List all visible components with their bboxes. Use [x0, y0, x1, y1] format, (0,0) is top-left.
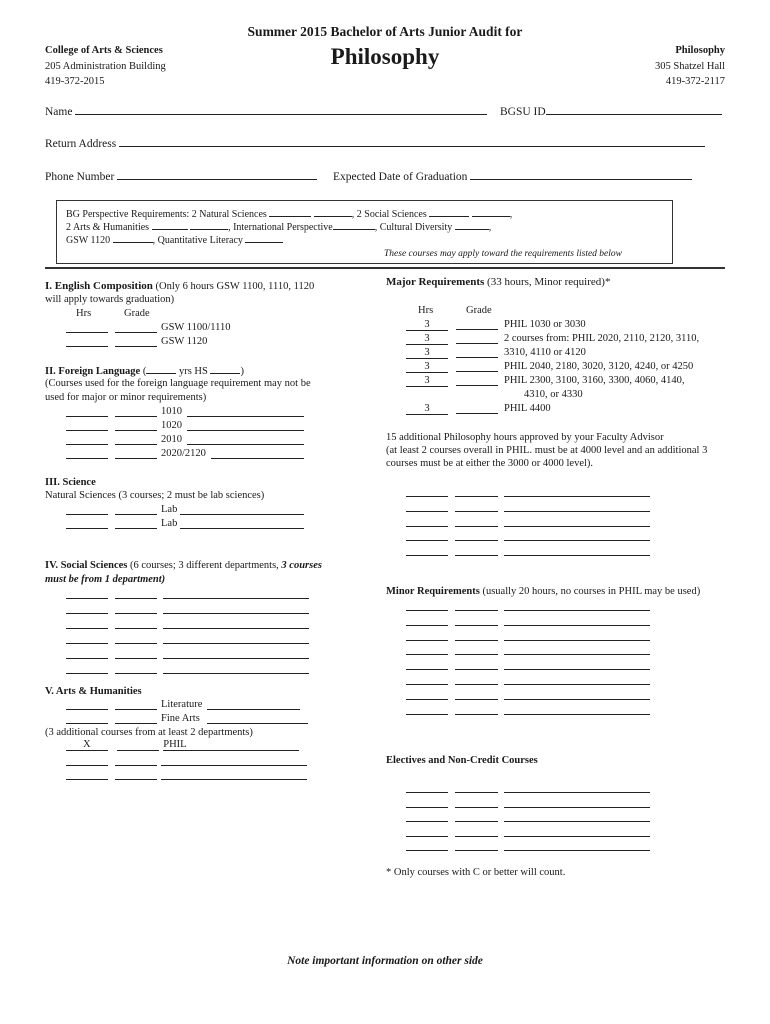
english-note: (Only 6 hours GSW 1100, 1110, 1120 — [155, 281, 315, 292]
major-course-label: PHIL 2040, 2180, 3020, 3120, 4240, or 4250 — [504, 361, 694, 372]
arts-label: Literature — [161, 699, 203, 710]
course-blank[interactable] — [504, 496, 650, 497]
yrs-hs-blank[interactable] — [210, 364, 240, 374]
blank[interactable] — [472, 207, 510, 217]
hrs-blank[interactable] — [66, 709, 108, 710]
arts-note: (3 additional courses from at least 2 departments) — [45, 727, 253, 738]
science-heading: III. Science — [45, 477, 96, 488]
grade-blank[interactable] — [115, 779, 157, 780]
major-grade-label: Grade — [466, 305, 492, 316]
hrs-blank[interactable] — [66, 332, 108, 333]
return-address-input-line[interactable] — [119, 137, 705, 147]
arts-heading: V. Arts & Humanities — [45, 686, 142, 697]
grade-blank[interactable] — [115, 416, 157, 417]
blank[interactable] — [152, 220, 188, 230]
divider — [45, 267, 725, 269]
grade-blank[interactable] — [115, 613, 157, 614]
social-heading-2: must be from 1 department) — [45, 574, 166, 585]
course-label: 2020/2120 — [161, 448, 206, 459]
social-heading — [45, 560, 322, 571]
bg-quant-label: , Quantitative Literacy — [152, 235, 243, 246]
hrs-blank[interactable] — [406, 669, 448, 670]
major-hrs-blank[interactable] — [406, 375, 448, 387]
course-blank[interactable] — [504, 699, 650, 700]
grade-blank[interactable] — [455, 850, 498, 851]
course-blank[interactable] — [504, 792, 650, 793]
grade-blank[interactable] — [455, 555, 498, 556]
hrs-blank[interactable] — [406, 540, 448, 541]
form-title: Summer 2015 Bachelor of Arts Junior Audit for — [247, 24, 523, 39]
major-additional-3: courses must be at either the 3000 or 4000 level). — [386, 458, 594, 469]
course-label: 1010 — [161, 406, 182, 417]
course-blank[interactable] — [504, 555, 650, 556]
hrs-blank[interactable] — [66, 765, 108, 766]
name-input-line[interactable] — [75, 105, 487, 115]
yrs-hs-blank[interactable] — [146, 364, 176, 374]
bgsu-id-input-line[interactable] — [546, 105, 722, 115]
grade-blank[interactable] — [455, 640, 498, 641]
hrs-blank[interactable] — [66, 628, 108, 629]
grade-blank[interactable] — [115, 723, 157, 724]
course-blank[interactable] — [504, 625, 650, 626]
hrs-blank[interactable] — [406, 610, 448, 611]
grade-blank[interactable] — [455, 610, 498, 611]
minor-title: Minor Requirements — [386, 586, 480, 597]
major-hrs-blank[interactable] — [406, 403, 448, 415]
bg-natural-sciences-label: BG Perspective Requirements: 2 Natural Sciences — [66, 209, 267, 220]
english-title: I. English Composition — [45, 280, 153, 292]
blank[interactable] — [245, 233, 283, 243]
grad-date-input-line[interactable] — [470, 170, 692, 180]
major-additional-2: (at least 2 courses overall in PHIL. must be at 4000 level and an additional 3 — [386, 445, 708, 456]
hrs-blank[interactable] — [66, 779, 108, 780]
bg-line-3 — [66, 233, 283, 246]
blank[interactable] — [455, 220, 489, 230]
course-label: GSW 1100/1110 — [161, 322, 231, 333]
bg-line-1 — [66, 207, 512, 220]
course-blank[interactable] — [504, 821, 650, 822]
grade-blank[interactable] — [115, 528, 157, 529]
grade-blank[interactable] — [115, 709, 157, 710]
course-blank[interactable] — [163, 658, 309, 659]
major-note: (33 hours, Minor required)* — [484, 276, 611, 288]
major-additional-1: 15 additional Philosophy hours approved by your Faculty Advisor — [386, 432, 664, 443]
language-note-1: (Courses used for the foreign language requirement may not be — [45, 378, 311, 389]
return-address-field[interactable] — [45, 137, 705, 150]
grade-blank[interactable] — [115, 598, 157, 599]
course-blank[interactable] — [504, 526, 650, 527]
bg-diversity-label: , Cultural Diversity — [374, 222, 453, 233]
hrs-blank[interactable] — [406, 640, 448, 641]
course-blank[interactable] — [504, 610, 650, 611]
hrs-blank[interactable] — [406, 807, 448, 808]
course-blank[interactable] — [504, 669, 650, 670]
major-course-label: 4310, or 4330 — [524, 389, 583, 400]
hrs-blank[interactable] — [66, 723, 108, 724]
major-course-label: PHIL 4400 — [504, 403, 551, 414]
blank[interactable] — [333, 220, 375, 230]
grade-blank[interactable] — [455, 836, 498, 837]
hrs-blank[interactable] — [66, 458, 108, 459]
phone-label: Phone Number — [45, 171, 115, 183]
hrs-blank[interactable] — [406, 555, 448, 556]
course-blank[interactable] — [207, 723, 308, 724]
english-grade-label: Grade — [124, 308, 150, 319]
phone-field[interactable] — [45, 170, 317, 183]
grade-blank[interactable] — [455, 807, 498, 808]
footer-note: Note important information on other side — [287, 955, 483, 967]
grad-date-label: Expected Date of Graduation — [333, 171, 468, 183]
major-hrs-label: Hrs — [418, 305, 434, 316]
major-title: Major Requirements — [386, 276, 485, 288]
blank[interactable] — [314, 207, 352, 217]
hrs-blank[interactable] — [406, 684, 448, 685]
hrs-blank[interactable] — [406, 496, 448, 497]
grad-date-field[interactable] — [333, 170, 692, 183]
english-hrs-label: Hrs — [76, 308, 92, 319]
hrs-blank[interactable] — [66, 514, 108, 515]
grade-blank[interactable] — [115, 658, 157, 659]
hrs-blank[interactable] — [66, 346, 108, 347]
major-hrs-blank[interactable] — [406, 361, 448, 373]
bg-arts-label: 2 Arts & Humanities — [66, 222, 150, 233]
grade-blank[interactable] — [115, 332, 157, 333]
course-blank[interactable] — [504, 511, 650, 512]
hrs-blank[interactable] — [66, 613, 108, 614]
dept-address: 305 Shatzel Hall — [655, 61, 725, 72]
major-hrs-blank[interactable] — [406, 319, 448, 331]
bg-gsw-label: GSW 1120 — [66, 235, 111, 246]
hrs-blank[interactable] — [66, 444, 108, 445]
grade-blank[interactable] — [455, 699, 498, 700]
minor-note: (usually 20 hours, no courses in PHIL may be used) — [479, 586, 701, 597]
grade-blank[interactable] — [115, 765, 157, 766]
major-heading — [386, 276, 610, 288]
major-course-label: PHIL 1030 or 3030 — [504, 319, 586, 330]
hrs-blank[interactable] — [406, 836, 448, 837]
grade-blank[interactable] — [455, 511, 498, 512]
course-blank[interactable] — [504, 850, 650, 851]
course-blank[interactable] — [180, 514, 304, 515]
grade-blank[interactable] — [455, 540, 498, 541]
hrs-blank[interactable] — [406, 511, 448, 512]
course-blank[interactable] — [187, 444, 304, 445]
college-address: 205 Administration Building — [45, 61, 166, 72]
major-course-label: 3310, 4110 or 4120 — [504, 347, 586, 358]
paren: ( — [142, 366, 147, 377]
grade-blank[interactable] — [115, 444, 157, 445]
course-blank[interactable] — [163, 643, 309, 644]
course-blank[interactable] — [163, 628, 309, 629]
science-note: Natural Sciences (3 courses; 2 must be lab sciences) — [45, 490, 265, 501]
blank[interactable] — [269, 207, 311, 217]
minor-heading — [386, 586, 700, 597]
grade-blank[interactable] — [117, 741, 159, 751]
grade-blank[interactable] — [456, 385, 498, 386]
social-note: (6 courses; 3 different departments, — [127, 560, 282, 571]
language-heading — [45, 364, 244, 377]
phil-course-blank[interactable] — [163, 741, 299, 751]
grade-blank[interactable] — [455, 496, 498, 497]
major-hrs-blank[interactable] — [406, 333, 448, 345]
course-blank[interactable] — [163, 613, 309, 614]
hrs-blank[interactable] — [406, 654, 448, 655]
hrs-blank[interactable] — [66, 416, 108, 417]
course-blank[interactable] — [187, 416, 304, 417]
hrs-blank[interactable] — [406, 792, 448, 793]
course-blank[interactable] — [504, 640, 650, 641]
course-blank[interactable] — [504, 540, 650, 541]
grade-blank[interactable] — [455, 821, 498, 822]
grade-blank[interactable] — [455, 526, 498, 527]
social-emphasis: 3 courses — [281, 560, 322, 571]
arts-x-hrs[interactable] — [66, 741, 108, 751]
bg-note: These courses may apply toward the requirements listed below — [384, 249, 622, 259]
major-hrs-blank[interactable] — [406, 347, 448, 359]
course-blank[interactable] — [504, 714, 650, 715]
college-name: College of Arts & Sciences — [45, 45, 163, 56]
grade-blank[interactable] — [115, 673, 157, 674]
course-blank[interactable] — [161, 779, 307, 780]
major-course-label: 2 courses from: PHIL 2020, 2110, 2120, 3110, — [504, 333, 700, 344]
course-label: GSW 1120 — [161, 336, 208, 347]
arts-label: Fine Arts — [161, 713, 200, 724]
course-blank[interactable] — [163, 673, 309, 674]
grade-blank[interactable] — [455, 625, 498, 626]
phone-input-line[interactable] — [117, 170, 317, 180]
grade-blank[interactable] — [455, 684, 498, 685]
course-blank[interactable] — [211, 458, 304, 459]
major-hrs-value: 3 — [424, 333, 430, 344]
grade-blank[interactable] — [115, 430, 157, 431]
course-label: 2010 — [161, 434, 182, 445]
course-blank[interactable] — [161, 765, 307, 766]
course-blank[interactable] — [504, 836, 650, 837]
major-hrs-value: 3 — [424, 319, 430, 330]
language-note-2: used for major or minor requirements) — [45, 392, 207, 403]
x-mark: X — [83, 739, 91, 750]
hrs-blank[interactable] — [66, 430, 108, 431]
grade-blank[interactable] — [115, 458, 157, 459]
major-course-label: PHIL 2300, 3100, 3160, 3300, 4060, 4140, — [504, 375, 685, 386]
grade-blank[interactable] — [115, 628, 157, 629]
separator: , — [509, 209, 513, 220]
grade-blank[interactable] — [115, 346, 157, 347]
hrs-blank[interactable] — [406, 850, 448, 851]
social-title: IV. Social Sciences — [45, 560, 128, 571]
course-blank[interactable] — [180, 528, 304, 529]
college-phone: 419-372-2015 — [45, 76, 105, 87]
dept-name: Philosophy — [675, 45, 725, 56]
grade-blank[interactable] — [456, 413, 498, 414]
footnote: * Only courses with C or better will count. — [386, 867, 566, 878]
hrs-blank[interactable] — [406, 714, 448, 715]
major-hrs-value: 3 — [424, 361, 430, 372]
phil-label: PHIL — [163, 739, 187, 750]
bg-social-sciences-label: , 2 Social Sciences — [351, 209, 427, 220]
course-blank[interactable] — [207, 709, 300, 710]
major-hrs-value: 3 — [424, 403, 430, 414]
separator: , — [488, 222, 492, 233]
english-note-2: will apply towards graduation) — [45, 294, 175, 305]
major-title: Philosophy — [330, 44, 440, 69]
lab-label: Lab — [161, 518, 178, 529]
bg-intl-label: , International Perspective — [228, 222, 333, 233]
course-label: 1020 — [161, 420, 182, 431]
hrs-blank[interactable] — [66, 598, 108, 599]
return-address-label: Return Address — [45, 138, 117, 150]
blank[interactable] — [429, 207, 469, 217]
yrs-hs-label: yrs HS — [176, 366, 211, 377]
grade-blank[interactable] — [455, 792, 498, 793]
hrs-blank[interactable] — [406, 821, 448, 822]
course-blank[interactable] — [163, 598, 309, 599]
language-title: II. Foreign Language — [45, 366, 141, 377]
grade-blank[interactable] — [456, 371, 498, 372]
course-blank[interactable] — [504, 654, 650, 655]
hrs-blank[interactable] — [66, 528, 108, 529]
paren: ) — [240, 366, 244, 377]
grade-blank[interactable] — [455, 714, 498, 715]
hrs-blank[interactable] — [406, 625, 448, 626]
english-heading — [45, 280, 314, 292]
hrs-blank[interactable] — [406, 526, 448, 527]
grade-blank[interactable] — [456, 343, 498, 344]
bgsu-id-label: BGSU ID — [500, 106, 546, 118]
major-hrs-value: 3 — [424, 375, 430, 386]
blank[interactable] — [190, 220, 228, 230]
course-blank[interactable] — [187, 430, 304, 431]
grade-blank[interactable] — [456, 329, 498, 330]
name-label: Name — [45, 106, 73, 118]
hrs-blank[interactable] — [66, 673, 108, 674]
course-blank[interactable] — [504, 807, 650, 808]
name-field[interactable] — [45, 105, 487, 118]
bgsu-id-field[interactable] — [500, 105, 722, 118]
arts-x-row[interactable] — [66, 741, 299, 754]
blank[interactable] — [113, 233, 153, 243]
hrs-blank[interactable] — [66, 643, 108, 644]
hrs-blank[interactable] — [66, 658, 108, 659]
grade-blank[interactable] — [115, 643, 157, 644]
major-hrs-value: 3 — [424, 347, 430, 358]
electives-heading: Electives and Non-Credit Courses — [386, 755, 538, 766]
bg-line-2 — [66, 220, 491, 233]
grade-blank[interactable] — [455, 669, 498, 670]
grade-blank[interactable] — [115, 514, 157, 515]
hrs-blank[interactable] — [406, 699, 448, 700]
lab-label: Lab — [161, 504, 178, 515]
course-blank[interactable] — [504, 684, 650, 685]
grade-blank[interactable] — [456, 357, 498, 358]
grade-blank[interactable] — [455, 654, 498, 655]
dept-phone: 419-372-2117 — [665, 76, 725, 87]
